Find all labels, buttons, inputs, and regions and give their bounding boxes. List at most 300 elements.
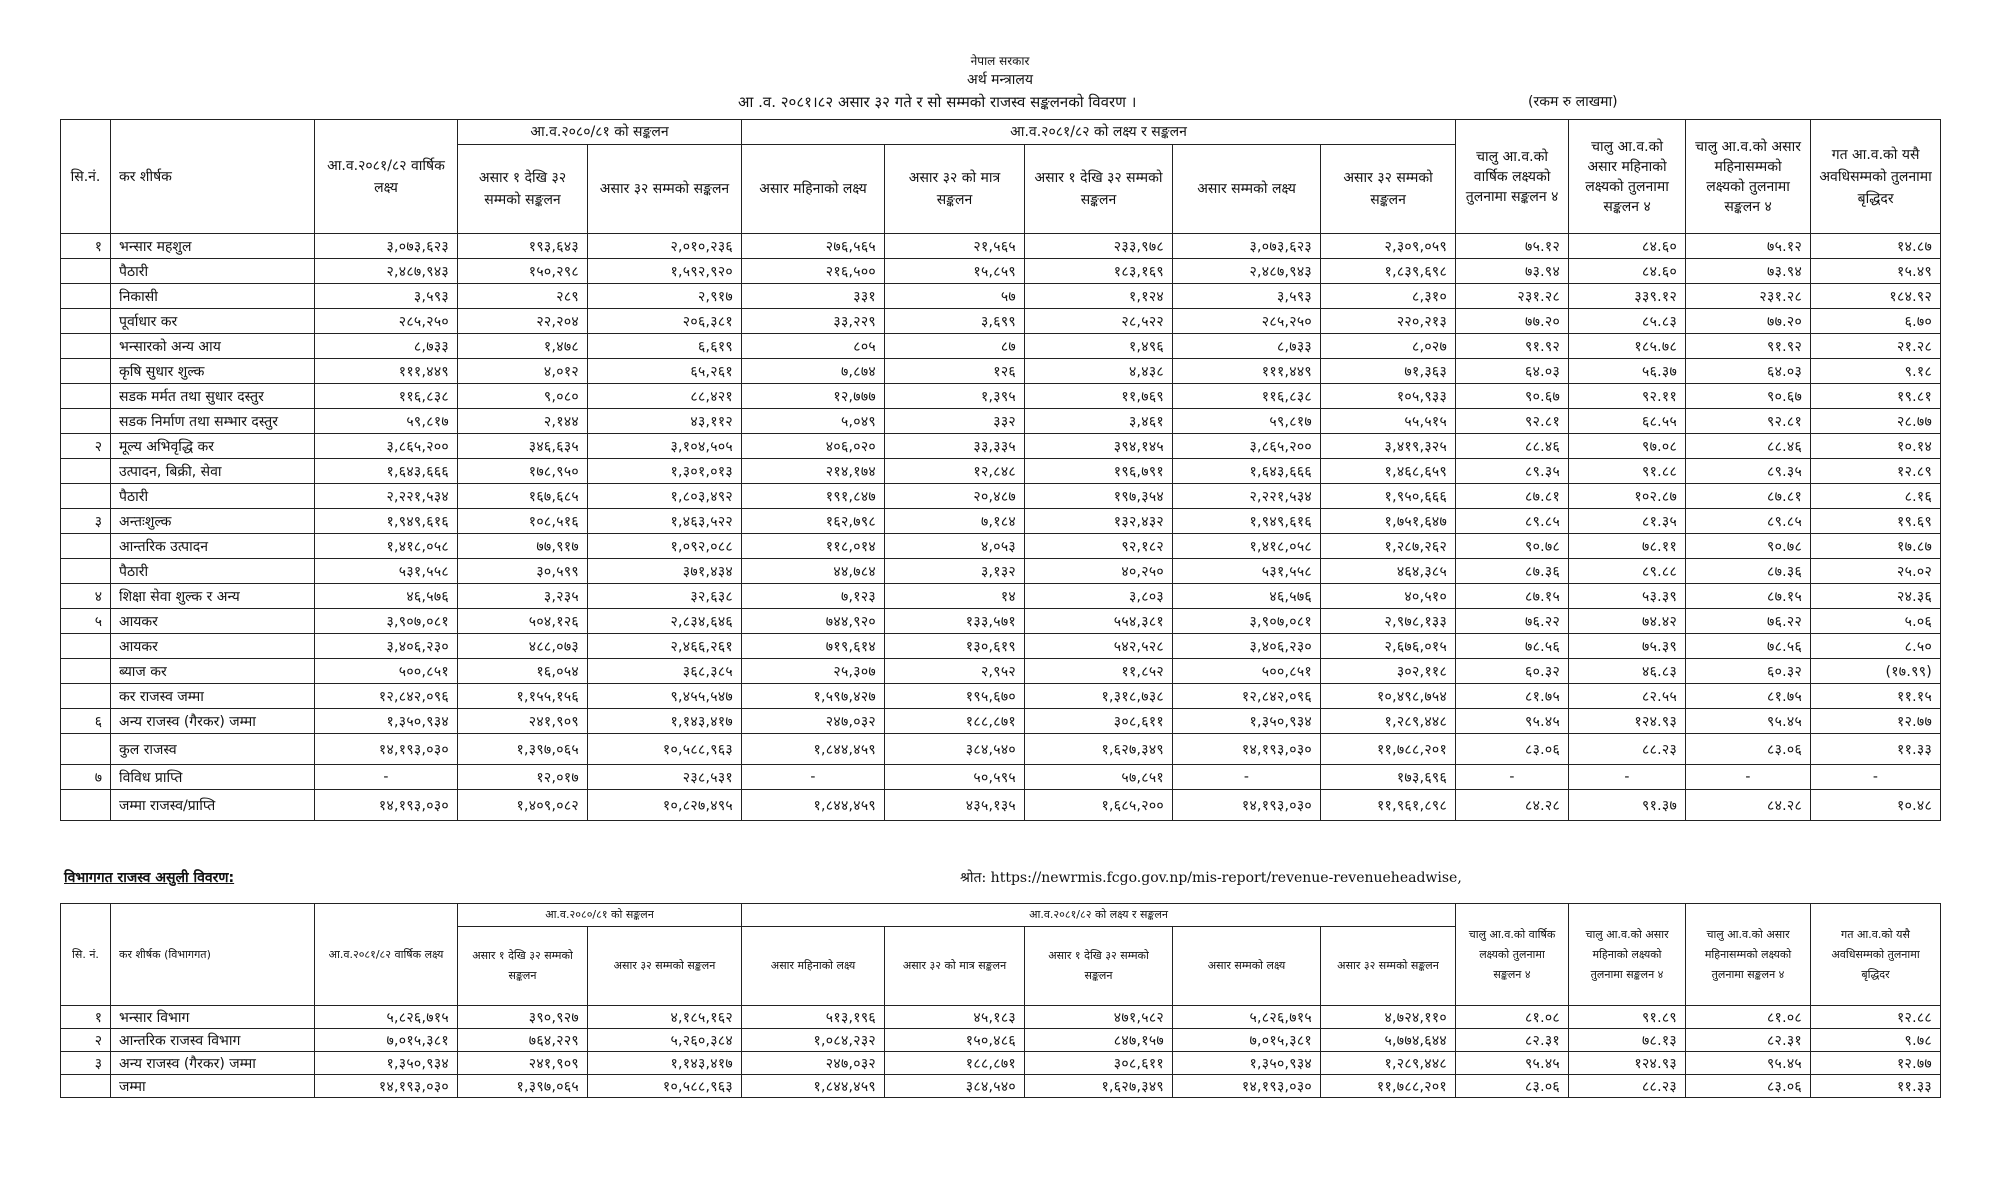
cell-value: ८१.७५	[1686, 684, 1811, 709]
cell-value: ३८४,५४०	[885, 1075, 1025, 1098]
cell-value: ३०२,११८	[1321, 659, 1456, 684]
col-header-pct-month: चालु आ.व.को असार महिनाको लक्ष्यको तुलनामा सङ्कलन ४	[1569, 904, 1686, 1006]
cell-value: ५,७७४,६४४	[1321, 1029, 1456, 1052]
cell-value: ७७.२०	[1456, 309, 1569, 334]
cell-value: ८४.२८	[1456, 790, 1569, 821]
row-serial-number	[61, 284, 111, 309]
table-row	[61, 584, 1941, 609]
table-row	[61, 1052, 1941, 1075]
col-group-prev-year: आ.व.२०८०/८१ को सङ्कलन	[458, 904, 742, 927]
cell-value: ८९.८८	[1569, 559, 1686, 584]
cell-value: २३३,९७८	[1025, 234, 1173, 259]
cell-value: ८७.३६	[1686, 559, 1811, 584]
cell-value: ९५.४५	[1686, 709, 1811, 734]
cell-value: १११,४४९	[1173, 359, 1321, 384]
row-title: आन्तरिक राजस्व विभाग	[111, 1029, 315, 1052]
cell-value: ३२,६३८	[588, 584, 742, 609]
table-row	[61, 559, 1941, 584]
cell-value: २८५,२५०	[1173, 309, 1321, 334]
cell-value: १,३९७,०६५	[458, 734, 588, 765]
cell-value: २,२२१,५३४	[1173, 484, 1321, 509]
cell-value: ७,८७४	[742, 359, 885, 384]
cell-value: ३०८,६११	[1025, 1052, 1173, 1075]
cell-value: ११,७८८,२०१	[1321, 734, 1456, 765]
row-serial-number: २	[61, 1029, 111, 1052]
col-group-current-year: आ.व.२०८१/८२ को लक्ष्य र सङ्कलन	[742, 120, 1456, 145]
cell-value: ८३.०६	[1686, 1075, 1811, 1098]
cell-value: २,४८७,९४३	[315, 259, 458, 284]
cell-value: ८१.७५	[1456, 684, 1569, 709]
cell-value: २,६७६,०१५	[1321, 634, 1456, 659]
cell-value: १,९४९,६१६	[1173, 509, 1321, 534]
cell-value: ७४४,९२०	[742, 609, 885, 634]
cell-value: ७८.५६	[1686, 634, 1811, 659]
cell-value: ३०८,६११	[1025, 709, 1173, 734]
col-header-pct-month: चालु आ.व.को असार महिनाको लक्ष्यको तुलनामा सङ्कलन ४	[1569, 120, 1686, 234]
cell-value: १,६४३,६६६	[315, 459, 458, 484]
cell-value: ३३९.१२	[1569, 284, 1686, 309]
cell-value: २,२२१,५३४	[315, 484, 458, 509]
revenue-table-body	[61, 234, 1941, 821]
cell-value: ९७.०८	[1569, 434, 1686, 459]
col-header-curr-upto-32: असार ३२ सम्मको सङ्कलन	[1321, 927, 1456, 1006]
cell-value: ३३,३३५	[885, 434, 1025, 459]
cell-value: १,५९७,४२७	[742, 684, 885, 709]
cell-value: १५०,२९८	[458, 259, 588, 284]
cell-value: ८३.०६	[1686, 734, 1811, 765]
cell-value: ६४.०३	[1456, 359, 1569, 384]
col-group-prev-year: आ.व.२०८०/८१ को सङ्कलन	[458, 120, 742, 145]
row-title: अन्य राजस्व (गैरकर) जम्मा	[111, 709, 315, 734]
cell-value: २४७,०३२	[742, 709, 885, 734]
row-serial-number: १	[61, 234, 111, 259]
cell-value: ३,२३५	[458, 584, 588, 609]
cell-value: ३९०,९२७	[458, 1006, 588, 1029]
cell-value: १६,०५४	[458, 659, 588, 684]
cell-value: २८,५२२	[1025, 309, 1173, 334]
row-serial-number	[61, 634, 111, 659]
table-row	[61, 334, 1941, 359]
cell-value: ३,१०४,५०५	[588, 434, 742, 459]
revenue-collection-table	[60, 119, 1941, 821]
cell-value: १,३५०,९३४	[1173, 709, 1321, 734]
row-title: आन्तरिक उत्पादन	[111, 534, 315, 559]
cell-value: ५,२६०,३८४	[588, 1029, 742, 1052]
cell-value: ९.१८	[1811, 359, 1941, 384]
cell-value: ६,६१९	[588, 334, 742, 359]
cell-value: ३४६,६३५	[458, 434, 588, 459]
col-header-upto-asar-target: असार सम्मको लक्ष्य	[1173, 927, 1321, 1006]
cell-value: १२.७७	[1811, 709, 1941, 734]
cell-value: १९५,६७०	[885, 684, 1025, 709]
cell-value: २३१.२८	[1686, 284, 1811, 309]
cell-value: ४६४,३८५	[1321, 559, 1456, 584]
cell-value: ८८.४६	[1456, 434, 1569, 459]
cell-value: ४,०१२	[458, 359, 588, 384]
cell-value: ९१.८८	[1569, 459, 1686, 484]
cell-value: १,३५०,९३४	[315, 709, 458, 734]
table-row	[61, 434, 1941, 459]
department-table-body	[61, 1006, 1941, 1098]
col-header-upto-asar-target: असार सम्मको लक्ष्य	[1173, 145, 1321, 234]
cell-value: १५,८५९	[885, 259, 1025, 284]
cell-value: -	[742, 765, 885, 790]
cell-value: ३,४०६,२३०	[315, 634, 458, 659]
cell-value: २८५,२५०	[315, 309, 458, 334]
cell-value: १२४.९३	[1569, 1052, 1686, 1075]
table-row	[61, 1006, 1941, 1029]
cell-value: ४३५,१३५	[885, 790, 1025, 821]
row-title: पैठारी	[111, 259, 315, 284]
table-row	[61, 765, 1941, 790]
row-title: अन्तःशुल्क	[111, 509, 315, 534]
row-title: आयकर	[111, 609, 315, 634]
cell-value: १,३१८,७३८	[1025, 684, 1173, 709]
col-header-sn: सि. नं.	[61, 904, 111, 1006]
row-title: सडक मर्मत तथा सुधार दस्तुर	[111, 384, 315, 409]
cell-value: ५,८२६,७१५	[1173, 1006, 1321, 1029]
row-title: शिक्षा सेवा शुल्क र अन्य	[111, 584, 315, 609]
row-title: सडक निर्माण तथा सम्भार दस्तुर	[111, 409, 315, 434]
cell-value: ७३.९४	[1686, 259, 1811, 284]
table-row	[61, 734, 1941, 765]
col-header-sn: सि.नं.	[61, 120, 111, 234]
col-header-asar-month-target: असार महिनाको लक्ष्य	[742, 927, 885, 1006]
row-title: पैठारी	[111, 484, 315, 509]
cell-value: ३,१३२	[885, 559, 1025, 584]
department-revenue-table	[60, 903, 1941, 1098]
cell-value: ३,८६५,२००	[315, 434, 458, 459]
row-serial-number: ४	[61, 584, 111, 609]
cell-value: ११,८५२	[1025, 659, 1173, 684]
cell-value: ९,४५५,५४७	[588, 684, 742, 709]
cell-value: १२४.९३	[1569, 709, 1686, 734]
cell-value: १,६४३,६६६	[1173, 459, 1321, 484]
row-title: आयकर	[111, 634, 315, 659]
cell-value: (१७.९९)	[1811, 659, 1941, 684]
cell-value: ४०६,०२०	[742, 434, 885, 459]
cell-value: १,४०९,०८२	[458, 790, 588, 821]
cell-value: ११,७६९	[1025, 384, 1173, 409]
row-title: भन्सार महशुल	[111, 234, 315, 259]
cell-value: ८४.६०	[1569, 259, 1686, 284]
table-row	[61, 259, 1941, 284]
cell-value: १९.८१	[1811, 384, 1941, 409]
cell-value: ८८,४२१	[588, 384, 742, 409]
cell-value: १,४७८	[458, 334, 588, 359]
cell-value: १,३५०,९३४	[1173, 1052, 1321, 1075]
cell-value: ५५,५१५	[1321, 409, 1456, 434]
cell-value: २४१,९०९	[458, 709, 588, 734]
cell-value: ६४.०३	[1686, 359, 1811, 384]
cell-value: ४,७२४,११०	[1321, 1006, 1456, 1029]
cell-value: १५.४९	[1811, 259, 1941, 284]
cell-value: १२,८४२,०९६	[315, 684, 458, 709]
cell-value: ७५.३९	[1569, 634, 1686, 659]
cell-value: २४.३६	[1811, 584, 1941, 609]
cell-value: ५९,८१७	[315, 409, 458, 434]
cell-value: ९१.९२	[1456, 334, 1569, 359]
row-serial-number: २	[61, 434, 111, 459]
cell-value: १६२,७९८	[742, 509, 885, 534]
cell-value: ७५.१२	[1686, 234, 1811, 259]
cell-value: १९.६९	[1811, 509, 1941, 534]
cell-value: २,४८७,९४३	[1173, 259, 1321, 284]
cell-value: १४,१९३,०३०	[315, 1075, 458, 1098]
table-row	[61, 284, 1941, 309]
cell-value: ९१.३७	[1569, 790, 1686, 821]
row-title: उत्पादन, बिक्री, सेवा	[111, 459, 315, 484]
cell-value: ७,०१५,३८१	[1173, 1029, 1321, 1052]
cell-value: ३३,२२९	[742, 309, 885, 334]
row-serial-number	[61, 684, 111, 709]
cell-value: १०,५८८,९६३	[588, 734, 742, 765]
cell-value: ४३,११२	[588, 409, 742, 434]
cell-value: २४१,९०९	[458, 1052, 588, 1075]
cell-value: ५०४,१२६	[458, 609, 588, 634]
row-serial-number: ६	[61, 709, 111, 734]
cell-value: ९२.११	[1569, 384, 1686, 409]
cell-value: १,८०३,४९२	[588, 484, 742, 509]
cell-value: २५.०२	[1811, 559, 1941, 584]
cell-value: ८८.४६	[1686, 434, 1811, 459]
col-header-curr-1-32: असार १ देखि ३२ सम्मको सङ्कलन	[1025, 927, 1173, 1006]
cell-value: ३,८६५,२००	[1173, 434, 1321, 459]
cell-value: -	[1686, 765, 1811, 790]
col-header-pct-upto-month: चालु आ.व.को असार महिनासम्मको लक्ष्यको तुलनामा सङ्कलन ४	[1686, 904, 1811, 1006]
cell-value: ११.१५	[1811, 684, 1941, 709]
cell-value: ३३२	[885, 409, 1025, 434]
cell-value: ४,१८५,१६२	[588, 1006, 742, 1029]
cell-value: ७८.१३	[1569, 1029, 1686, 1052]
cell-value: -	[1811, 765, 1941, 790]
cell-value: १,३५०,९३४	[315, 1052, 458, 1075]
table-row	[61, 709, 1941, 734]
cell-value: १०५,९३३	[1321, 384, 1456, 409]
cell-value: ७५.१२	[1456, 234, 1569, 259]
cell-value: २,४६६,२६१	[588, 634, 742, 659]
row-serial-number	[61, 309, 111, 334]
cell-value: २३१.२८	[1456, 284, 1569, 309]
cell-value: ५३१,५५८	[1173, 559, 1321, 584]
cell-value: २,९१७	[588, 284, 742, 309]
col-header-annual-target: आ.व.२०८१/८२ वार्षिक लक्ष्य	[315, 120, 458, 234]
cell-value: ८७	[885, 334, 1025, 359]
cell-value: ५३.३९	[1569, 584, 1686, 609]
row-serial-number	[61, 659, 111, 684]
cell-value: १,२८९,४४८	[1321, 709, 1456, 734]
col-header-prev-upto-32: असार ३२ सम्मको सङ्कलन	[588, 145, 742, 234]
table-row	[61, 684, 1941, 709]
cell-value: ५५४,३८१	[1025, 609, 1173, 634]
cell-value: २३८,५३१	[588, 765, 742, 790]
row-serial-number	[61, 259, 111, 284]
row-title: कर राजस्व जम्मा	[111, 684, 315, 709]
cell-value: १,३९५	[885, 384, 1025, 409]
cell-value: ७१,३६३	[1321, 359, 1456, 384]
cell-value: ७,१८४	[885, 509, 1025, 534]
cell-value: ८३.०६	[1456, 734, 1569, 765]
cell-value: ९२,१८२	[1025, 534, 1173, 559]
cell-value: ८२.५५	[1569, 684, 1686, 709]
cell-value: ९२.८१	[1456, 409, 1569, 434]
cell-value: ७८.५६	[1456, 634, 1569, 659]
cell-value: ९२.८१	[1686, 409, 1811, 434]
cell-value: १४,१९३,०३०	[315, 790, 458, 821]
cell-value: ९,०८०	[458, 384, 588, 409]
cell-value: ११,७८८,२०१	[1321, 1075, 1456, 1098]
cell-value: १९१,८४७	[742, 484, 885, 509]
col-header-pct-annual: चालु आ.व.को वार्षिक लक्ष्यको तुलनामा सङ्कलन ४	[1456, 120, 1569, 234]
table-row	[61, 609, 1941, 634]
row-title: ब्याज कर	[111, 659, 315, 684]
cell-value: १२.७७	[1811, 1052, 1941, 1075]
cell-value: १३३,५७१	[885, 609, 1025, 634]
col-header-curr-1-32: असार १ देखि ३२ सम्मको सङ्कलन	[1025, 145, 1173, 234]
cell-value: १०,८२७,४९५	[588, 790, 742, 821]
cell-value: ३,५९३	[315, 284, 458, 309]
cell-value: ८.१६	[1811, 484, 1941, 509]
cell-value: ५,८२६,७१५	[315, 1006, 458, 1029]
cell-value: ८,०२७	[1321, 334, 1456, 359]
cell-value: ३७१,४३४	[588, 559, 742, 584]
row-serial-number	[61, 559, 111, 584]
col-header-prev-1-32: असार १ देखि ३२ सम्मको सङ्कलन	[458, 145, 588, 234]
cell-value: ५३१,५५८	[315, 559, 458, 584]
cell-value: ४,४३८	[1025, 359, 1173, 384]
cell-value: ९०.७८	[1456, 534, 1569, 559]
cell-value: १,६८५,२००	[1025, 790, 1173, 821]
cell-value: ८१.३५	[1569, 509, 1686, 534]
cell-value: ८७.३६	[1456, 559, 1569, 584]
cell-value: १९७,३५४	[1025, 484, 1173, 509]
cell-value: १,०९२,०८८	[588, 534, 742, 559]
cell-value: ३,९०७,०८१	[315, 609, 458, 634]
cell-value: ८७.१५	[1686, 584, 1811, 609]
table-row	[61, 534, 1941, 559]
table-row	[61, 309, 1941, 334]
cell-value: २,९५२	[885, 659, 1025, 684]
col-header-curr-upto-32: असार ३२ सम्मको सङ्कलन	[1321, 145, 1456, 234]
cell-value: ८७.१५	[1456, 584, 1569, 609]
cell-value: २१४,१७४	[742, 459, 885, 484]
cell-value: ४६,५७६	[315, 584, 458, 609]
col-header-pct-annual: चालु आ.व.को वार्षिक लक्ष्यको तुलनामा सङ्कलन ४	[1456, 904, 1569, 1006]
cell-value: ८७.८१	[1686, 484, 1811, 509]
row-serial-number	[61, 359, 111, 384]
cell-value: ९१.९२	[1686, 334, 1811, 359]
cell-value: ३,९०७,०८१	[1173, 609, 1321, 634]
cell-value: ३,६९९	[885, 309, 1025, 334]
cell-value: ८,३१०	[1321, 284, 1456, 309]
cell-value: ७७,९१७	[458, 534, 588, 559]
cell-value: ८.५०	[1811, 634, 1941, 659]
cell-value: ५७	[885, 284, 1025, 309]
cell-value: १२,०१७	[458, 765, 588, 790]
amount-unit-note: (रकम रु लाखमा)	[1528, 94, 1618, 110]
cell-value: ८९.८५	[1456, 509, 1569, 534]
department-section-title: विभागगत राजस्व असुली विवरण:	[64, 870, 235, 886]
row-serial-number	[61, 459, 111, 484]
col-header-prev-upto-32: असार ३२ सम्मको सङ्कलन	[588, 927, 742, 1006]
cell-value: ८,७३३	[1173, 334, 1321, 359]
cell-value: १,८४४,४५९	[742, 790, 885, 821]
row-title: जम्मा राजस्व/प्राप्ति	[111, 790, 315, 821]
cell-value: २,३०९,०५९	[1321, 234, 1456, 259]
cell-value: १,१२४	[1025, 284, 1173, 309]
cell-value: ५.०६	[1811, 609, 1941, 634]
cell-value: १५०,४८६	[885, 1029, 1025, 1052]
cell-value: २५,३०७	[742, 659, 885, 684]
table-row	[61, 1029, 1941, 1052]
table-row	[61, 634, 1941, 659]
cell-value: ११,९६१,८९८	[1321, 790, 1456, 821]
row-serial-number	[61, 484, 111, 509]
cell-value: २१६,५००	[742, 259, 885, 284]
cell-value: ८८.२३	[1569, 734, 1686, 765]
cell-value: ६.७०	[1811, 309, 1941, 334]
cell-value: ७३.९४	[1456, 259, 1569, 284]
col-header-title: कर शीर्षक (विभागगत)	[111, 904, 315, 1006]
cell-value: ६०.३२	[1686, 659, 1811, 684]
ministry-title: अर्थ मन्त्रालय	[967, 72, 1033, 88]
cell-value: १८३,१६९	[1025, 259, 1173, 284]
source-link[interactable]: श्रोत: https://newrmis.fcgo.gov.np/mis-report/revenue-revenueheadwise,	[960, 870, 1462, 886]
cell-value: ५७,८५१	[1025, 765, 1173, 790]
cell-value: १४	[885, 584, 1025, 609]
row-serial-number: ३	[61, 509, 111, 534]
cell-value: ३९४,१४५	[1025, 434, 1173, 459]
cell-value: १२६	[885, 359, 1025, 384]
row-serial-number	[61, 384, 111, 409]
cell-value: २०६,३८१	[588, 309, 742, 334]
cell-value: ८,७३३	[315, 334, 458, 359]
cell-value: १२,७७७	[742, 384, 885, 409]
row-serial-number	[61, 1075, 111, 1098]
cell-value: ६५,२६१	[588, 359, 742, 384]
cell-value: १,४१८,०५८	[315, 534, 458, 559]
cell-value: ८९.३५	[1686, 459, 1811, 484]
row-title: पैठारी	[111, 559, 315, 584]
cell-value: ७१९,६१४	[742, 634, 885, 659]
cell-value: ७,०१५,३८१	[315, 1029, 458, 1052]
cell-value: ७८.११	[1569, 534, 1686, 559]
table-row	[61, 790, 1941, 821]
row-title: अन्य राजस्व (गैरकर) जम्मा	[111, 1052, 315, 1075]
cell-value: १३२,४३२	[1025, 509, 1173, 534]
cell-value: २७६,५६५	[742, 234, 885, 259]
row-title: भन्सारको अन्य आय	[111, 334, 315, 359]
cell-value: ५९,८१७	[1173, 409, 1321, 434]
cell-value: ८२.३१	[1456, 1029, 1569, 1052]
cell-value: ५६.३७	[1569, 359, 1686, 384]
cell-value: १८५.७८	[1569, 334, 1686, 359]
cell-value: १,१५५,१५६	[458, 684, 588, 709]
cell-value: २४७,०३२	[742, 1052, 885, 1075]
cell-value: ९५.४५	[1686, 1052, 1811, 1075]
cell-value: १,६२७,३४९	[1025, 1075, 1173, 1098]
cell-value: २,१४४	[458, 409, 588, 434]
cell-value: ७७.२०	[1686, 309, 1811, 334]
col-header-growth: गत आ.व.को यसै अवधिसम्मको तुलनामा बृद्धिदर	[1811, 904, 1941, 1006]
row-title: जम्मा	[111, 1075, 315, 1098]
cell-value: ३,४१९,३२५	[1321, 434, 1456, 459]
cell-value: २१.२८	[1811, 334, 1941, 359]
table-row	[61, 409, 1941, 434]
cell-value: १,०८४,२३२	[742, 1029, 885, 1052]
row-title: भन्सार विभाग	[111, 1006, 315, 1029]
col-header-asar-month-target: असार महिनाको लक्ष्य	[742, 145, 885, 234]
